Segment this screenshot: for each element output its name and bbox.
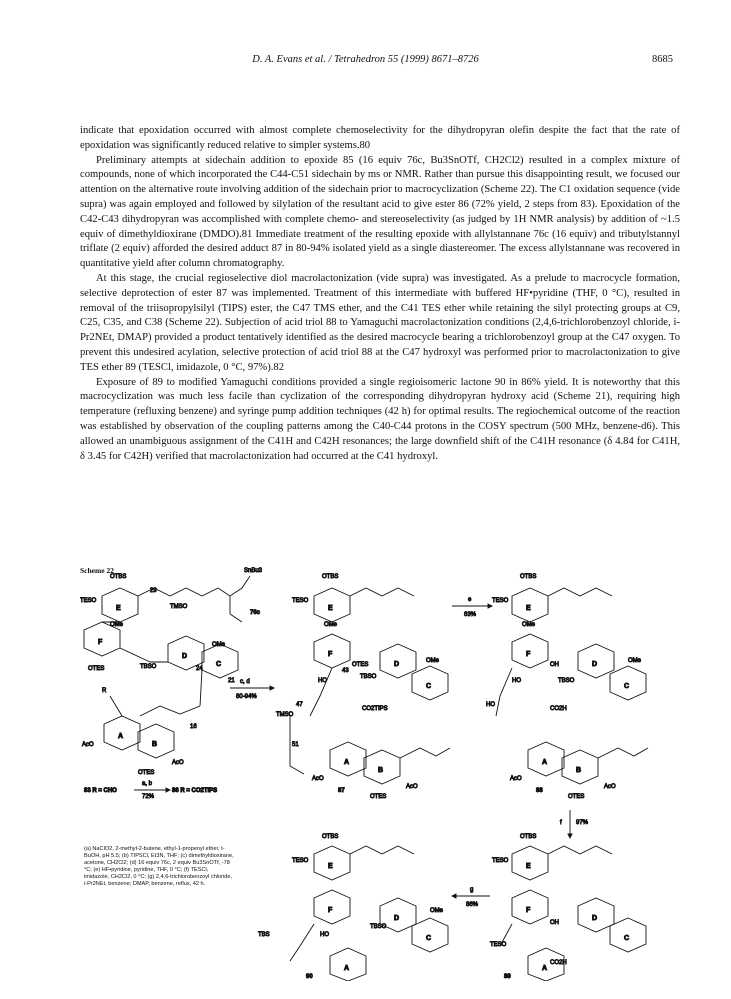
ring-f-90: F: [328, 907, 333, 914]
arrow-e-yield: 63%: [464, 612, 477, 618]
paragraph-2: Preliminary attempts at sidechain addition to epoxide 85 (16 equiv 76c, Bu3SnOTf, CH2Cl2) resulted in a complex mixture of compounds, none of which incorporated the C44-C51 sidechain by ms or NMR. Rather than pursue this disappointing result, we focused our attention on the alternative route involving addition of the sidechain prior to macrocyclization (Scheme 22). The C1 oxidation sequence (vide supra) was again employed and followed by silylation of the resultant acid to give ester 86 (72% yield, 2 steps from 83). Epoxidation of the C42-C43 dihydropyran was accomplished with complete chemo- and stereoselectivity (as judged by 1H NMR analysis) by addition of ~1.5 equiv of dimethyldioxirane (DMDO).81 Immediate treatment of the resulting epoxide with allylstannane 76c (16 equiv) and tributylstannyl triflate (2 equiv) afforded the desired adduct 87 in 80-94% isolated yield as a single diastereomer. The excess allylstannane was recovered in quantitative yield after column chromatography.: [80, 154, 680, 270]
atom-51-87: 51: [292, 742, 299, 748]
oh-89: OH: [550, 920, 559, 926]
ring-b-88: B: [576, 767, 582, 774]
ring-a-89: A: [542, 965, 548, 972]
otbs-89: OTBS: [520, 834, 537, 840]
teso-87: TESO: [292, 598, 309, 604]
ring-d-90: D: [394, 915, 400, 922]
ome-87-c: OMe: [426, 658, 440, 664]
r-group-label: R: [102, 688, 107, 694]
paragraph-1: indicate that epoxidation occurred with almost complete chemoselectivity for the dihydropyran olefin despite the fact that the rate of epoxidation was significantly reduced relative to simpler systems.80: [80, 125, 680, 151]
oh-88: OH: [550, 662, 559, 668]
atom-16-label: 16: [190, 724, 197, 730]
tbso-87: TBSO: [360, 674, 377, 680]
tbso-90: TBSO: [370, 924, 387, 930]
teso-89-47: TESO: [490, 942, 507, 948]
otbs-88: OTBS: [520, 574, 537, 580]
paragraph-4: Exposure of 89 to modified Yamaguchi conditions provided a single regioisomeric lactone 90 in 86% yield. It is noteworthy that this macrocyclization was much less facile than cyclization of the corresponding dihydropyran hydroxy acid (Scheme 21), requiring high temperature (refluxing benzene) and syringe pump addition techniques (42 h) for optimal results. The regiochemical outcome of the reaction was established by observation of the coupling patterns among the C40-C44 protons in the COSY spectrum (500 MHz, benzene-d6). This allowed an unambiguous assignment of the C41H and C42H resonances; the large downfield shift of the C41H resonance (δ 4.84 for C41H, δ 3.45 for C42H) verified that macrolactonization had occurred at the C41 hydroxyl.: [80, 376, 680, 462]
ring-f-88: F: [526, 651, 531, 658]
page-number: 8685: [652, 54, 673, 65]
paragraph-3: At this stage, the crucial regioselective diol macrolactonization (vide supra) was investigated. As a prelude to macrocycle formation, selective deprotection of ester 87 was implemented. Treatment of this intermediate with buffered HF•pyridine (THF, 0 °C), resulted in removal of the triisopropylsilyl (TIPS) ester, the C47 TMS ether, and the C41 TES ether while retaining the silyl protecting groups at C9, C25, C35, and C38 (Scheme 22). Subjection of acid triol 88 to Yamaguchi macrolactonization conditions (2,4,6-trichlorobenzoyl chloride, i-Pr2NEt, DMAP) provided a product tentatively identified as the desired macrocycle bearing a trichlorobenzoyl group at the C47 oxygen. To prevent this undesired acylation, selective protection of acid triol 88 at the C47 hydroxyl was performed prior to macrolactonization to give TES ether 89 (TESCl, imidazole, 0 °C, 97%).82: [80, 272, 680, 373]
ome-87: OMe: [324, 622, 338, 628]
ring-b-label: B: [152, 741, 158, 748]
otes-87: OTES: [352, 662, 369, 668]
tmso-87: TMSO: [276, 712, 294, 718]
scheme-drawing: [80, 566, 680, 981]
co2tips-87: CO2TIPS: [362, 706, 388, 712]
ring-a-90: A: [344, 965, 350, 972]
compound-86-label: 86 R = CO2TIPS: [172, 788, 218, 794]
scheme-22: [80, 566, 680, 981]
ho-88: HO: [512, 678, 521, 684]
aco-label: AcO: [82, 742, 94, 748]
ring-c-90: C: [426, 935, 432, 942]
atom-47-87: 47: [296, 702, 303, 708]
arrow-ab-yield: 72%: [142, 794, 155, 800]
co2h-89: CO2H: [550, 960, 567, 966]
ome-label-c: OMe: [212, 642, 226, 648]
arrow-e-reagents: e: [468, 597, 472, 603]
ring-f-87: F: [328, 651, 333, 658]
aco-87-2: AcO: [406, 784, 418, 790]
aco-88: AcO: [510, 776, 522, 782]
compound-83-label: 83 R = CHO: [84, 788, 117, 794]
ho-90: HO: [320, 932, 329, 938]
teso-88: TESO: [492, 598, 509, 604]
compound-90-label: 90: [306, 974, 313, 980]
otes-87-2: OTES: [370, 794, 387, 800]
compound-87-label: 87: [338, 788, 345, 794]
ring-e-label: E: [116, 605, 121, 612]
ring-a-label: A: [118, 733, 124, 740]
compound-90-structure: [290, 846, 448, 981]
atom-21-label: 21: [228, 678, 235, 684]
ring-d-label: D: [182, 653, 188, 660]
co2h-88: CO2H: [550, 706, 567, 712]
arrow-g-yield: 86%: [466, 902, 479, 908]
ring-c-89: C: [624, 935, 630, 942]
reagent-76c-label: 76c: [250, 610, 261, 616]
tbso-label: TBSO: [140, 664, 157, 670]
ome-88-c: OMe: [628, 658, 642, 664]
compound-89-structure: [500, 846, 646, 981]
ho-88-47: HO: [486, 702, 495, 708]
otes-label: OTES: [88, 666, 105, 672]
ring-e-88: E: [526, 605, 531, 612]
compound-89-label: 89: [504, 974, 511, 980]
atom-29-label: 29: [150, 588, 157, 594]
ring-c-88: C: [624, 683, 630, 690]
otbs-label: OTBS: [110, 574, 127, 580]
otbs-87: OTBS: [322, 574, 339, 580]
ome-90: OMe: [430, 908, 444, 914]
ring-b-87: B: [378, 767, 384, 774]
ring-d-88: D: [592, 661, 598, 668]
atom-43-87: 43: [342, 668, 349, 674]
arrow-ab-reagents: a, b: [142, 781, 153, 787]
aco-88-2: AcO: [604, 784, 616, 790]
ring-c-87: C: [426, 683, 432, 690]
ring-e-90: E: [328, 863, 333, 870]
compound-88-label: 88: [536, 788, 543, 794]
ome-label: OMe: [110, 622, 124, 628]
ring-c-label: C: [216, 661, 222, 668]
tmso-label: TMSO: [170, 604, 188, 610]
arrow-cd-yield: 80-94%: [236, 694, 257, 700]
ring-a-88: A: [542, 759, 548, 766]
ring-f-89: F: [526, 907, 531, 914]
teso-label: TESO: [80, 598, 97, 604]
scheme-label: Scheme 22: [80, 566, 114, 575]
arrow-f-reagents: f: [560, 820, 562, 826]
otbs-90: OTBS: [322, 834, 339, 840]
scheme-caption: (a) NaClO2, 2-methyl-2-butene, ethyl-1-propenyl ether, t-BuOH, pH 5.5; (b) TIPSCl, Et3N, THF; (c) dimethyldioxirane, acetone, CH2Cl2; (d) 16 equiv 76c, 2 equiv Bu3SnOTf, -78 °C; (e) HF•pyridine, pyridine, THF, 0 °C; (f) TESCl, imidazole, CH2Cl2, 0 °C; (g) 2,4,6-trichlorobenzoyl chloride, i-Pr2NEt, benzene; DMAP, benzene, reflux, 42 h.: [84, 846, 234, 887]
aco-label-2: AcO: [172, 760, 184, 766]
arrow-cd-reagents: c, d: [240, 679, 250, 685]
tes-90: TBS: [258, 932, 270, 938]
snbu3-label: SnBu3: [244, 568, 263, 574]
arrow-g-reagents: g: [470, 887, 474, 893]
ome-88: OMe: [522, 622, 536, 628]
aco-87: AcO: [312, 776, 324, 782]
running-title: D. A. Evans et al. / Tetrahedron 55 (1999) 8671–8726: [252, 54, 479, 65]
ring-a-87: A: [344, 759, 350, 766]
ring-d-87: D: [394, 661, 400, 668]
compound-86-structure: [84, 576, 250, 758]
body-text: [80, 124, 680, 464]
ring-e-89: E: [526, 863, 531, 870]
ring-e-87: E: [328, 605, 333, 612]
otes-label-2: OTES: [138, 770, 155, 776]
ho-87: HO: [318, 678, 327, 684]
tbso-88: TBSO: [558, 678, 575, 684]
atom-24-label: 24: [196, 666, 203, 672]
ring-d-89: D: [592, 915, 598, 922]
otes-88: OTES: [568, 794, 585, 800]
teso-89: TESO: [492, 858, 509, 864]
teso-90: TESO: [292, 858, 309, 864]
page-header: [0, 54, 731, 70]
arrow-f-yield: 97%: [576, 820, 589, 826]
ring-f-label: F: [98, 639, 103, 646]
